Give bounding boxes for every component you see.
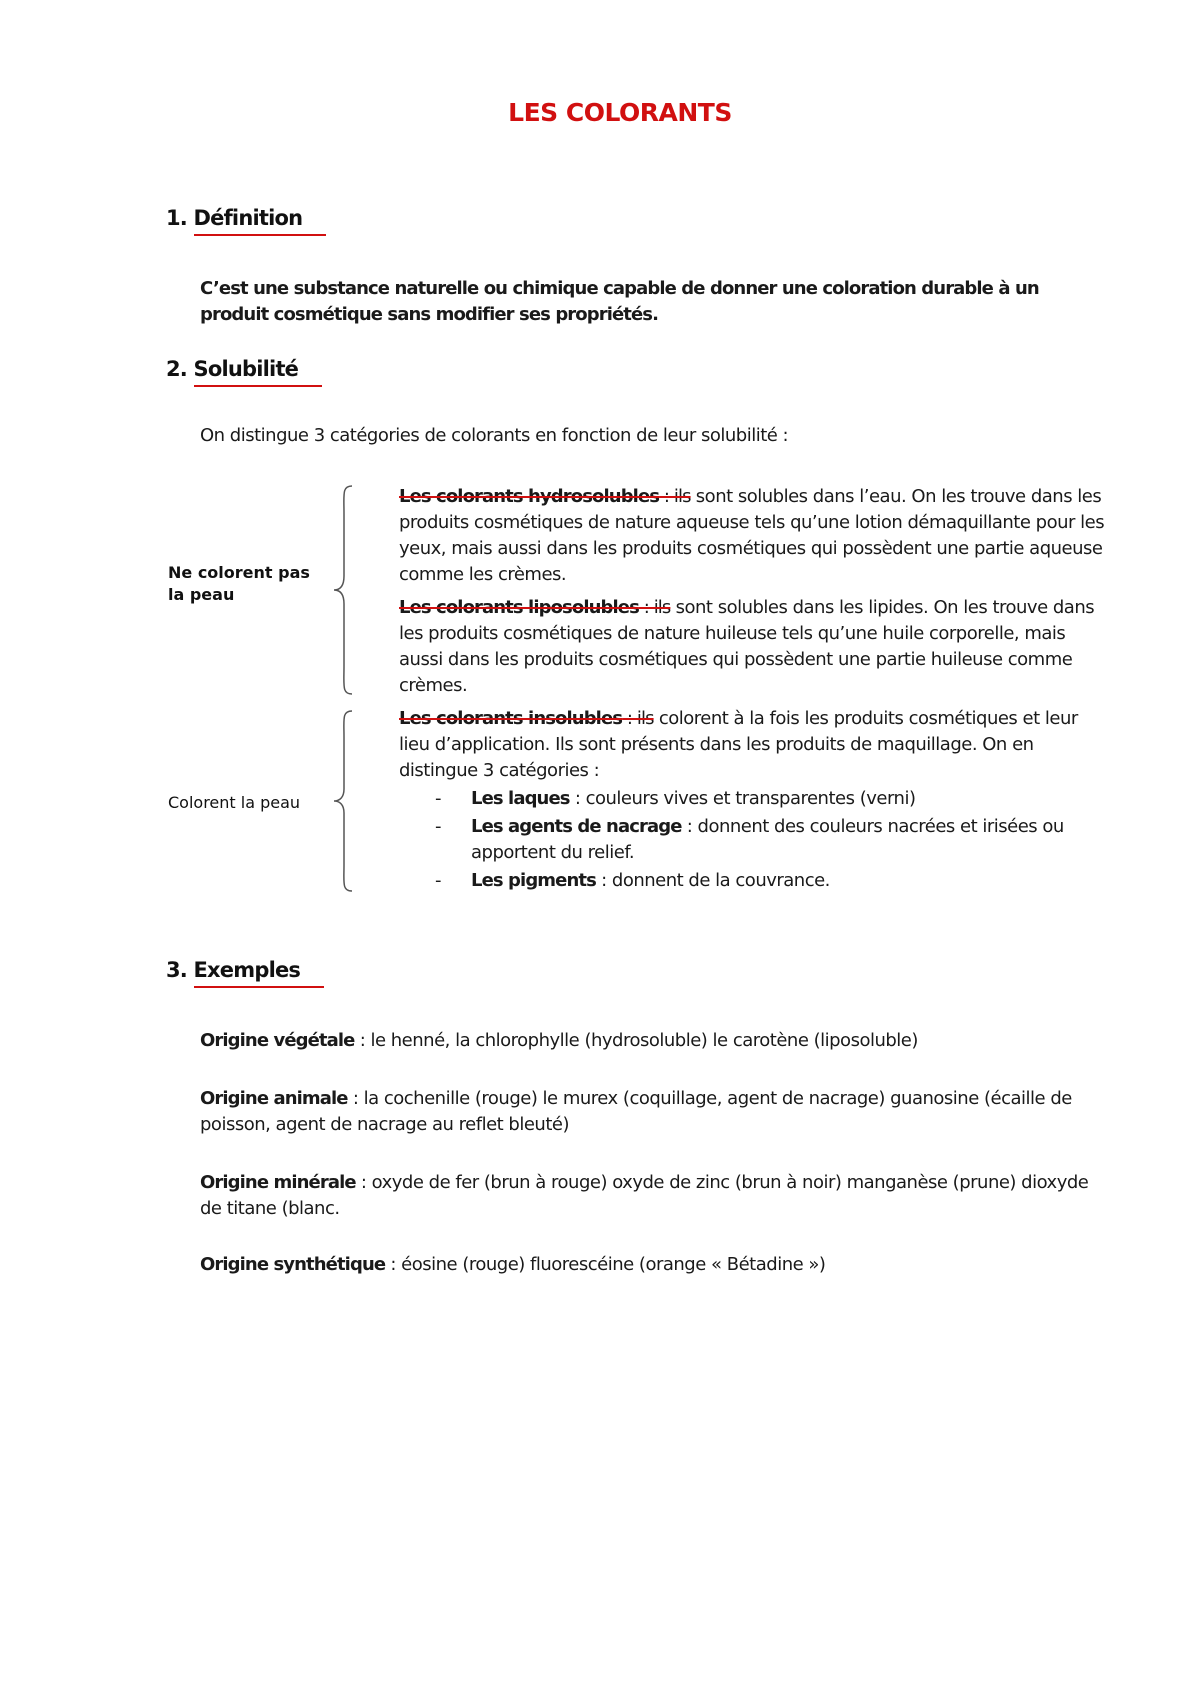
group-label-no-color: Ne colorent pas la peau bbox=[168, 563, 310, 604]
example-label: Origine végétale bbox=[200, 1030, 355, 1051]
category-separator: : ils bbox=[622, 708, 654, 729]
example-label: Origine minérale bbox=[200, 1172, 356, 1193]
example-label: Origine animale bbox=[200, 1088, 348, 1109]
section-title: Solubilité bbox=[193, 357, 299, 381]
category-text: sont solubles dans les lipides. On les trouve dans les produits cosmétiques de nature huileuse tels qu’une huile corporelle, mais aussi dans les produits cosmétiques qui possèdent une partie huileuse comme crèmes. bbox=[399, 597, 1095, 696]
list-dash: - bbox=[435, 816, 441, 837]
group-label-color: Colorent la peau bbox=[168, 793, 301, 812]
brace-no-color bbox=[330, 484, 354, 696]
category-text: sont solubles dans l’eau. On les trouve dans les produits cosmétiques de nature aqueuse tels qu’une lotion démaquillante pour les yeux, mais aussi dans les produits cosmétiques qui possèdent une partie aqueuse comme les crèmes. bbox=[399, 486, 1105, 585]
list-dash: - bbox=[435, 870, 441, 891]
section-number: 2. bbox=[166, 357, 187, 381]
section-number: 3. bbox=[166, 958, 187, 982]
definition-text: C’est une substance naturelle ou chimique capable de donner une coloration durable à un produit cosmétique sans modifier ses propriétés. bbox=[200, 278, 1039, 325]
example-text: : oxyde de fer (brun à rouge) oxyde de zinc (brun à noir) manganèse (prune) dioxyde de titane (blanc. bbox=[200, 1172, 1089, 1219]
category-text: colorent à la fois les produits cosmétiques et leur lieu d’application. Ils sont présents dans les produits de maquillage. On en distingue 3 catégories : bbox=[399, 708, 1078, 781]
insolubles-sub-list bbox=[399, 786, 1109, 894]
category-name: Les colorants liposolubles bbox=[399, 597, 639, 618]
section-heading-definition bbox=[166, 206, 302, 230]
category-insolubles bbox=[399, 706, 1109, 894]
section-number: 1. bbox=[166, 206, 187, 230]
brace-color bbox=[330, 709, 354, 893]
sub-item-name: Les agents de nacrage bbox=[471, 816, 682, 837]
sub-item-name: Les laques bbox=[471, 788, 570, 809]
category-separator: : ils bbox=[659, 486, 691, 507]
example-vegetale bbox=[200, 1028, 1090, 1054]
category-liposolubles bbox=[399, 595, 1109, 699]
sub-item-text: : couleurs vives et transparentes (verni) bbox=[569, 788, 916, 809]
category-name: Les colorants hydrosolubles bbox=[399, 486, 660, 507]
section-title: Définition bbox=[193, 206, 303, 230]
sub-item-text: : donnent des couleurs nacrées et irisées ou apportent du relief. bbox=[471, 816, 1064, 863]
example-animale bbox=[200, 1086, 1090, 1138]
section-heading-exemples bbox=[166, 958, 300, 982]
example-text: : le henné, la chlorophylle (hydrosoluble) le carotène (liposoluble) bbox=[354, 1030, 918, 1051]
sub-item-text: : donnent de la couvrance. bbox=[595, 870, 830, 891]
example-label: Origine synthétique bbox=[200, 1254, 386, 1275]
example-synthetique bbox=[200, 1252, 1090, 1278]
list-item bbox=[399, 868, 1109, 894]
solubilite-intro: On distingue 3 catégories de colorants en fonction de leur solubilité : bbox=[200, 425, 789, 446]
example-text: : éosine (rouge) fluorescéine (orange « Bétadine ») bbox=[385, 1254, 826, 1275]
section-title: Exemples bbox=[193, 958, 301, 982]
list-item bbox=[399, 814, 1109, 866]
category-hydrosolubles bbox=[399, 484, 1109, 588]
section-heading-solubilite bbox=[166, 357, 298, 381]
list-item bbox=[399, 786, 1109, 812]
category-separator: : ils bbox=[638, 597, 671, 618]
page-title: LES COLORANTS bbox=[508, 98, 732, 127]
sub-item-name: Les pigments bbox=[471, 870, 596, 891]
example-minerale bbox=[200, 1170, 1090, 1222]
category-name: Les colorants insolubles bbox=[399, 708, 623, 729]
list-dash: - bbox=[435, 788, 441, 809]
example-text: : la cochenille (rouge) le murex (coquillage, agent de nacrage) guanosine (écaille de poisson, agent de nacrage au reflet bleuté) bbox=[200, 1088, 1072, 1135]
